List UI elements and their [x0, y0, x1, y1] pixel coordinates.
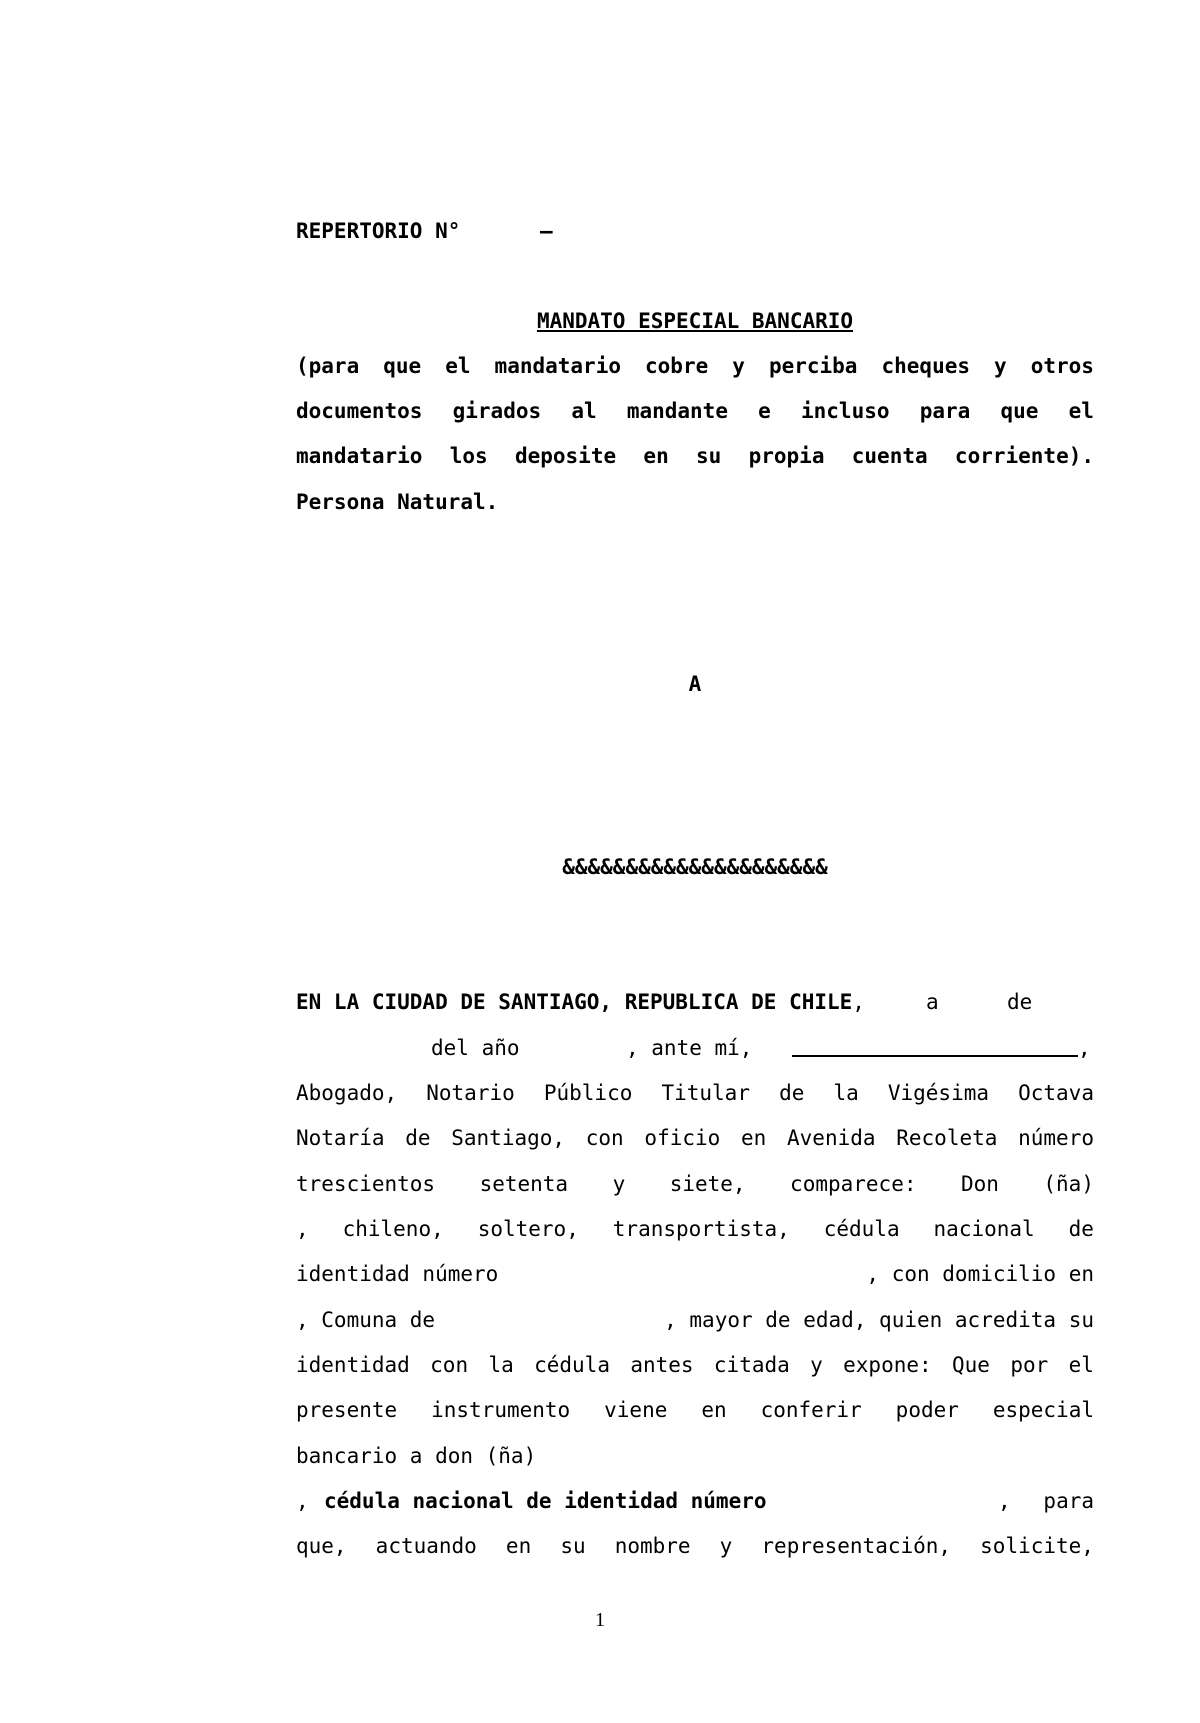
word: los — [449, 444, 488, 468]
word: y — [612, 1172, 626, 1196]
word: perciba — [768, 354, 858, 378]
date-de: de — [1007, 990, 1033, 1014]
word: y — [719, 1534, 733, 1558]
word: solicite, — [980, 1534, 1094, 1558]
word: en — [701, 1398, 727, 1422]
bancario-a-don: bancario a don (ña) — [296, 1444, 537, 1468]
word: representación, — [761, 1534, 952, 1558]
cedula-clause: cédula nacional de identidad número — [324, 1489, 767, 1513]
cedula-lead-comma: , — [296, 1489, 309, 1513]
word: Recoleta — [896, 1126, 998, 1150]
word: de — [779, 1081, 805, 1105]
title-text: MANDATO ESPECIAL BANCARIO — [536, 309, 854, 333]
word: identidad — [296, 1353, 410, 1377]
word: especial — [992, 1398, 1094, 1422]
word: Titular — [661, 1081, 750, 1105]
word: Avenida — [787, 1126, 876, 1150]
word: comparece: — [790, 1172, 917, 1196]
ante-mi: , ante mí, — [626, 1036, 753, 1060]
word: y — [994, 354, 1007, 378]
word: (ña) — [1043, 1172, 1094, 1196]
body-line-1 — [296, 988, 1094, 1016]
word: cobre — [645, 354, 709, 378]
city-clause: EN LA CIUDAD DE SANTIAGO, REPUBLICA DE CHILE — [296, 990, 853, 1014]
body-line-11 — [296, 1442, 1094, 1470]
word: y — [732, 354, 745, 378]
body-line-9 — [296, 1351, 1094, 1379]
word: incluso — [801, 399, 890, 423]
word: con — [585, 1126, 624, 1150]
word: , — [296, 1217, 309, 1241]
word: número — [1018, 1126, 1094, 1150]
word: instrumento — [431, 1398, 571, 1422]
repertorio-line — [296, 217, 1094, 245]
word: mandatario — [494, 354, 621, 378]
word: antes — [630, 1353, 694, 1377]
word: otros — [1030, 354, 1094, 378]
word: en — [741, 1126, 767, 1150]
word: que — [1000, 399, 1039, 423]
body-line-8 — [296, 1306, 1094, 1334]
word: Público — [543, 1081, 633, 1105]
word: Que — [952, 1353, 990, 1377]
word: setenta — [479, 1172, 569, 1196]
word: citada — [713, 1353, 790, 1377]
word: Notario — [426, 1081, 515, 1105]
party-placeholder-text: &&&&&&&&&&&&&&&&&&&&& — [562, 855, 828, 879]
word: Santiago, — [451, 1126, 566, 1150]
word: conferir — [760, 1398, 862, 1422]
word: que — [383, 354, 422, 378]
word: la — [833, 1081, 859, 1105]
word: soltero, — [477, 1217, 579, 1241]
word: cheques — [881, 354, 971, 378]
notary-name-blank — [792, 1034, 1091, 1062]
word: el — [1068, 1353, 1094, 1377]
word: de — [405, 1126, 431, 1150]
word: por — [1010, 1353, 1049, 1377]
word: cédula — [534, 1353, 610, 1377]
word: expone: — [843, 1353, 932, 1377]
word: mandatario — [296, 444, 423, 468]
party-a — [296, 670, 1094, 698]
mayor-de-edad: , mayor de edad, quien acredita su — [664, 1308, 1094, 1332]
subtitle-line-2 — [296, 397, 1094, 425]
con-domicilio: , con domicilio en — [866, 1262, 1094, 1286]
body-line-10 — [296, 1396, 1094, 1424]
word: que, — [296, 1534, 347, 1558]
word: poder — [895, 1398, 959, 1422]
word: con — [430, 1353, 469, 1377]
word: Vigésima — [887, 1081, 990, 1105]
word: su — [696, 444, 722, 468]
subtitle-line-4-text: Persona Natural. — [296, 490, 499, 514]
body-line-7 — [296, 1260, 1094, 1288]
word: en — [505, 1534, 532, 1558]
date-a: a — [926, 990, 939, 1014]
body-line-5 — [296, 1170, 1094, 1198]
identidad-numero: identidad número — [296, 1262, 499, 1286]
body-line-4 — [296, 1124, 1094, 1152]
body-line-12 — [296, 1487, 1094, 1515]
word: e — [758, 399, 771, 423]
word: Don — [960, 1172, 999, 1196]
word: Abogado, — [296, 1081, 398, 1105]
word: presente — [296, 1398, 398, 1422]
word: viene — [604, 1398, 668, 1422]
body-line-3 — [296, 1079, 1094, 1107]
word: nacional — [933, 1217, 1035, 1241]
notary-blank-comma: , — [1078, 1036, 1091, 1060]
word: cédula — [823, 1217, 900, 1241]
subtitle-line-3 — [296, 442, 1094, 470]
word: el — [445, 354, 471, 378]
word: para — [919, 399, 971, 423]
word: corriente). — [954, 444, 1094, 468]
party-placeholder — [296, 853, 1094, 881]
word: Octava — [1018, 1081, 1094, 1105]
comuna-de: , Comuna de — [296, 1308, 436, 1332]
word: su — [560, 1534, 586, 1558]
word: la — [488, 1353, 514, 1377]
word: de — [1068, 1217, 1094, 1241]
word: siete, — [669, 1172, 746, 1196]
body-line-6 — [296, 1215, 1094, 1243]
del-ano: del año — [431, 1036, 520, 1060]
word: chileno, — [342, 1217, 444, 1241]
city-comma: , — [852, 990, 865, 1014]
word: trescientos — [296, 1172, 436, 1196]
subtitle-line-1 — [296, 352, 1094, 380]
repertorio-dash: – — [540, 219, 553, 243]
word: el — [1068, 399, 1094, 423]
word: mandante — [626, 399, 728, 423]
word: al — [571, 399, 597, 423]
word: documentos — [296, 399, 423, 423]
word: oficio — [644, 1126, 721, 1150]
word: transportista, — [612, 1217, 790, 1241]
cedula-para: para — [1043, 1489, 1094, 1513]
word: y — [810, 1353, 823, 1377]
party-a-text: A — [688, 672, 702, 696]
cedula-comma: , — [998, 1489, 1011, 1513]
word: deposite — [514, 444, 617, 468]
repertorio-label: REPERTORIO N° — [296, 219, 461, 243]
word: actuando — [375, 1534, 477, 1558]
word: girados — [452, 399, 542, 423]
document-title — [296, 307, 1094, 335]
word: cuenta — [851, 444, 928, 468]
word: nombre — [614, 1534, 691, 1558]
page-number: 1 — [595, 1609, 605, 1631]
word: (para — [296, 354, 360, 378]
word: Notaría — [296, 1126, 385, 1150]
body-line-13 — [296, 1532, 1094, 1560]
word: propia — [748, 444, 825, 468]
subtitle-line-4 — [296, 488, 1094, 516]
word: en — [643, 444, 669, 468]
